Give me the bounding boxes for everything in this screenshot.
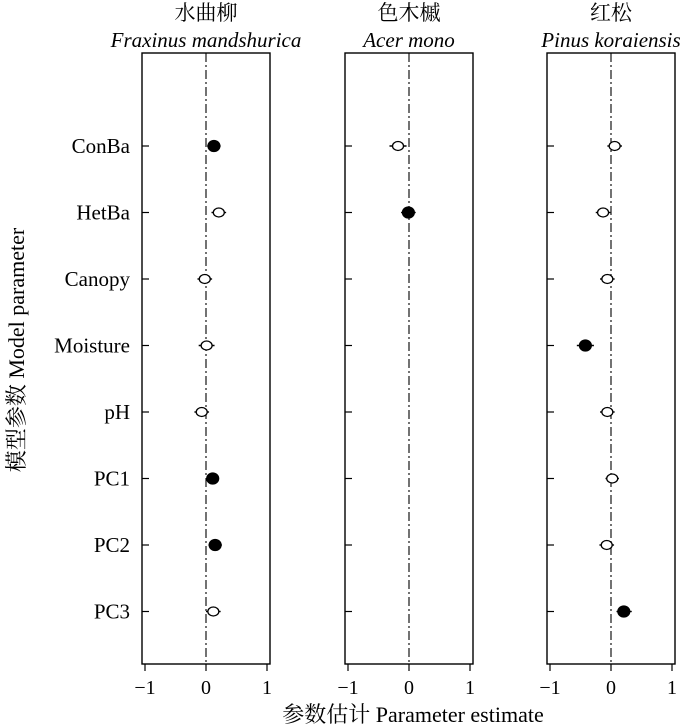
estimate-point-pc2 [601,541,612,550]
x-tick-label: 1 [262,677,272,699]
estimate-point-hetba [598,208,609,217]
y-axis-title: 模型参数 Model parameter [4,227,29,473]
panel-title-latin: Pinus koraiensis [541,28,681,52]
estimate-point-conba [393,142,404,151]
estimate-point-pc2 [209,540,221,551]
estimate-point-canopy [602,275,613,284]
parameter-label-ph: pH [104,400,130,424]
x-tick-label: −1 [337,677,359,699]
axis-titles [4,227,544,727]
estimate-point-conba [609,142,620,151]
x-tick-label: −1 [134,677,156,699]
x-tick-label: −1 [539,677,561,699]
estimate-point-conba [208,141,220,152]
panel-3 [539,1,680,699]
parameter-label-pc1: PC1 [93,466,130,491]
panels [110,1,681,699]
parameter-label-hetba: HetBa [76,200,130,225]
x-tick-label: 1 [465,677,475,699]
estimate-point-hetba [213,208,224,217]
estimate-point-pc3 [618,606,630,617]
estimate-point-canopy [199,275,210,284]
parameter-label-moisture: Moisture [54,333,130,358]
panel-title-cn: 红松 [590,1,632,25]
estimate-point-moisture [579,340,591,351]
estimate-point-hetba [402,207,414,218]
panel-2 [337,1,475,699]
panel-title-cn: 水曲柳 [174,1,238,25]
estimate-point-pc1 [607,474,618,483]
parameter-label-conba: ConBa [71,134,130,158]
x-tick-label: 0 [201,677,211,699]
parameter-labels [54,134,130,624]
parameter-label-canopy: Canopy [64,267,130,291]
panel-title-cn: 色木槭 [377,1,441,25]
panel-1 [110,1,302,699]
x-tick-label: 0 [404,677,414,699]
estimate-point-ph [602,408,613,417]
parameter-label-pc2: PC2 [93,533,130,557]
estimate-point-ph [196,408,207,417]
panel-title-latin: Fraxinus mandshurica [110,28,302,52]
x-tick-label: 1 [667,677,677,699]
x-tick-label: 0 [606,677,616,699]
estimate-point-pc1 [207,473,219,484]
x-axis-title: 参数估计 Parameter estimate [282,702,544,727]
panel-title-latin: Acer mono [363,28,455,52]
estimate-point-pc3 [208,607,219,616]
parameter-label-pc3: PC3 [93,599,130,624]
estimate-point-moisture [201,341,212,350]
